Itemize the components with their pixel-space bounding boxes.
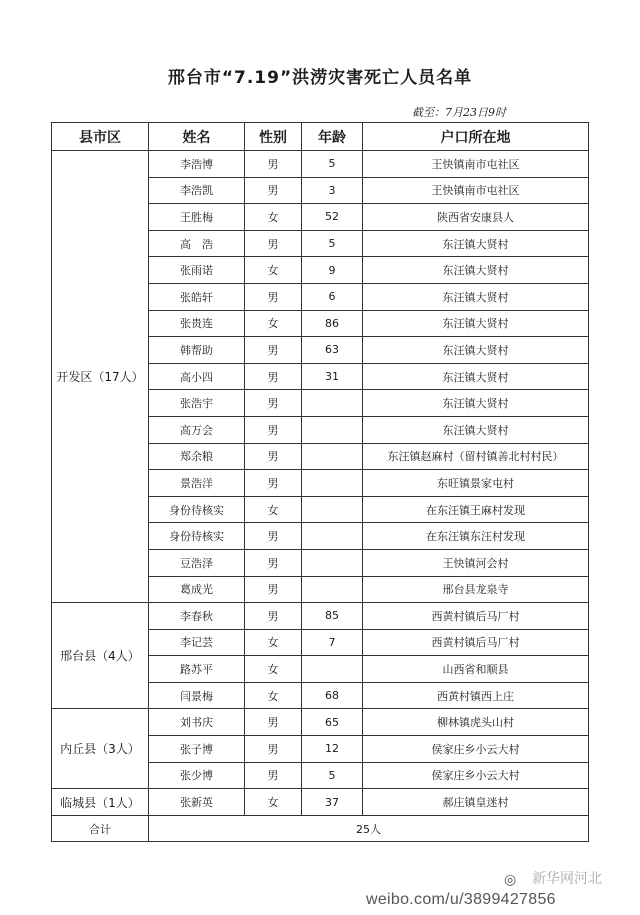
cutoff-time: 截至：7月23日9时 <box>412 106 506 119</box>
age-cell: 68 <box>302 682 363 709</box>
county-cell: 临城县（1人） <box>52 789 149 816</box>
county-cell: 开发区（17人） <box>52 151 149 603</box>
gender-cell: 男 <box>245 709 302 736</box>
age-cell <box>302 390 363 417</box>
age-cell: 5 <box>302 230 363 257</box>
gender-cell: 男 <box>245 416 302 443</box>
watermark-url: weibo.com/u/3899427856 <box>366 891 556 908</box>
age-cell: 12 <box>302 736 363 763</box>
gender-cell: 女 <box>245 496 302 523</box>
gender-cell: 男 <box>245 390 302 417</box>
name-cell: 张皓轩 <box>149 283 245 310</box>
age-cell <box>302 656 363 683</box>
residence-cell: 东汪镇大贤村 <box>363 283 589 310</box>
residence-cell: 西黄村镇西上庄 <box>363 682 589 709</box>
age-cell: 6 <box>302 283 363 310</box>
residence-cell: 侯家庄乡小云大村 <box>363 736 589 763</box>
gender-cell: 男 <box>245 603 302 630</box>
age-cell <box>302 443 363 470</box>
name-cell: 豆浩泽 <box>149 549 245 576</box>
gender-cell: 男 <box>245 523 302 550</box>
age-cell: 5 <box>302 762 363 789</box>
name-cell: 高小四 <box>149 363 245 390</box>
residence-cell: 王快镇河会村 <box>363 549 589 576</box>
age-cell <box>302 523 363 550</box>
residence-cell: 柳林镇虎头山村 <box>363 709 589 736</box>
age-cell: 52 <box>302 204 363 231</box>
age-cell: 63 <box>302 337 363 364</box>
gender-cell: 女 <box>245 682 302 709</box>
name-cell: 张少博 <box>149 762 245 789</box>
name-cell: 李浩凯 <box>149 177 245 204</box>
name-cell: 张子博 <box>149 736 245 763</box>
name-cell: 景浩洋 <box>149 470 245 497</box>
residence-cell: 东旺镇景家屯村 <box>363 470 589 497</box>
age-cell <box>302 549 363 576</box>
name-cell: 李浩博 <box>149 151 245 178</box>
header-gender: 性别 <box>245 123 302 151</box>
residence-cell: 东汪镇大贤村 <box>363 310 589 337</box>
age-cell: 65 <box>302 709 363 736</box>
residence-cell: 山西省和顺县 <box>363 656 589 683</box>
header-county: 县市区 <box>52 123 149 151</box>
county-cell: 邢台县（4人） <box>52 603 149 709</box>
gender-cell: 女 <box>245 656 302 683</box>
watermark-name: 新华网河北 <box>532 871 602 887</box>
gender-cell: 女 <box>245 257 302 284</box>
residence-cell: 东汪镇大贤村 <box>363 257 589 284</box>
table-row <box>52 709 589 736</box>
weibo-eye-icon: ◎ <box>504 872 517 888</box>
residence-cell: 东汪镇大贤村 <box>363 363 589 390</box>
header-row <box>52 123 589 151</box>
table-row <box>52 789 589 816</box>
name-cell: 韩帮助 <box>149 337 245 364</box>
age-cell: 7 <box>302 629 363 656</box>
name-cell: 刘书庆 <box>149 709 245 736</box>
name-cell: 郑余粮 <box>149 443 245 470</box>
header-name: 姓名 <box>149 123 245 151</box>
name-cell: 张浩宇 <box>149 390 245 417</box>
total-row <box>52 815 589 842</box>
residence-cell: 侯家庄乡小云大村 <box>363 762 589 789</box>
age-cell: 9 <box>302 257 363 284</box>
name-cell: 路苏平 <box>149 656 245 683</box>
age-cell: 31 <box>302 363 363 390</box>
age-cell <box>302 496 363 523</box>
gender-cell: 男 <box>245 230 302 257</box>
name-cell: 身份待核实 <box>149 496 245 523</box>
age-cell <box>302 470 363 497</box>
age-cell: 85 <box>302 603 363 630</box>
age-cell: 37 <box>302 789 363 816</box>
gender-cell: 男 <box>245 762 302 789</box>
residence-cell: 王快镇南市屯社区 <box>363 177 589 204</box>
residence-cell: 东汪镇大贤村 <box>363 416 589 443</box>
name-cell: 身份待核实 <box>149 523 245 550</box>
gender-cell: 女 <box>245 310 302 337</box>
table-body <box>52 151 589 816</box>
residence-cell: 王快镇南市屯社区 <box>363 151 589 178</box>
name-cell: 张雨诺 <box>149 257 245 284</box>
gender-cell: 男 <box>245 443 302 470</box>
age-cell: 5 <box>302 151 363 178</box>
name-cell: 张新英 <box>149 789 245 816</box>
residence-cell: 东汪镇赵麻村（留村镇善北村村民） <box>363 443 589 470</box>
age-cell <box>302 416 363 443</box>
gender-cell: 女 <box>245 629 302 656</box>
name-cell: 王胜梅 <box>149 204 245 231</box>
total-value: 25人 <box>149 815 589 842</box>
residence-cell: 陕西省安康县人 <box>363 204 589 231</box>
residence-cell: 东汪镇大贤村 <box>363 230 589 257</box>
gender-cell: 男 <box>245 736 302 763</box>
table-row <box>52 603 589 630</box>
name-cell: 闫景梅 <box>149 682 245 709</box>
page-title: 邢台市“7.19”洪涝灾害死亡人员名单 <box>167 68 473 88</box>
header-residence: 户口所在地 <box>363 123 589 151</box>
residence-cell: 邢台县龙泉寺 <box>363 576 589 603</box>
gender-cell: 男 <box>245 151 302 178</box>
gender-cell: 男 <box>245 363 302 390</box>
gender-cell: 女 <box>245 789 302 816</box>
residence-cell: 在东汪镇东汪村发现 <box>363 523 589 550</box>
gender-cell: 男 <box>245 576 302 603</box>
age-cell: 3 <box>302 177 363 204</box>
residence-cell: 东汪镇大贤村 <box>363 390 589 417</box>
casualty-table <box>51 122 589 842</box>
table-row <box>52 151 589 178</box>
age-cell: 86 <box>302 310 363 337</box>
residence-cell: 郝庄镇皇迷村 <box>363 789 589 816</box>
name-cell: 葛成光 <box>149 576 245 603</box>
total-label: 合计 <box>52 815 149 842</box>
gender-cell: 男 <box>245 177 302 204</box>
name-cell: 张贵连 <box>149 310 245 337</box>
age-cell <box>302 576 363 603</box>
name-cell: 李记芸 <box>149 629 245 656</box>
name-cell: 李春秋 <box>149 603 245 630</box>
header-age: 年龄 <box>302 123 363 151</box>
residence-cell: 西黄村镇后马厂村 <box>363 603 589 630</box>
residence-cell: 在东汪镇王麻村发现 <box>363 496 589 523</box>
gender-cell: 女 <box>245 204 302 231</box>
residence-cell: 东汪镇大贤村 <box>363 337 589 364</box>
gender-cell: 男 <box>245 337 302 364</box>
gender-cell: 男 <box>245 470 302 497</box>
residence-cell: 西黄村镇后马厂村 <box>363 629 589 656</box>
name-cell: 高 浩 <box>149 230 245 257</box>
gender-cell: 男 <box>245 283 302 310</box>
name-cell: 高万会 <box>149 416 245 443</box>
gender-cell: 男 <box>245 549 302 576</box>
county-cell: 内丘县（3人） <box>52 709 149 789</box>
